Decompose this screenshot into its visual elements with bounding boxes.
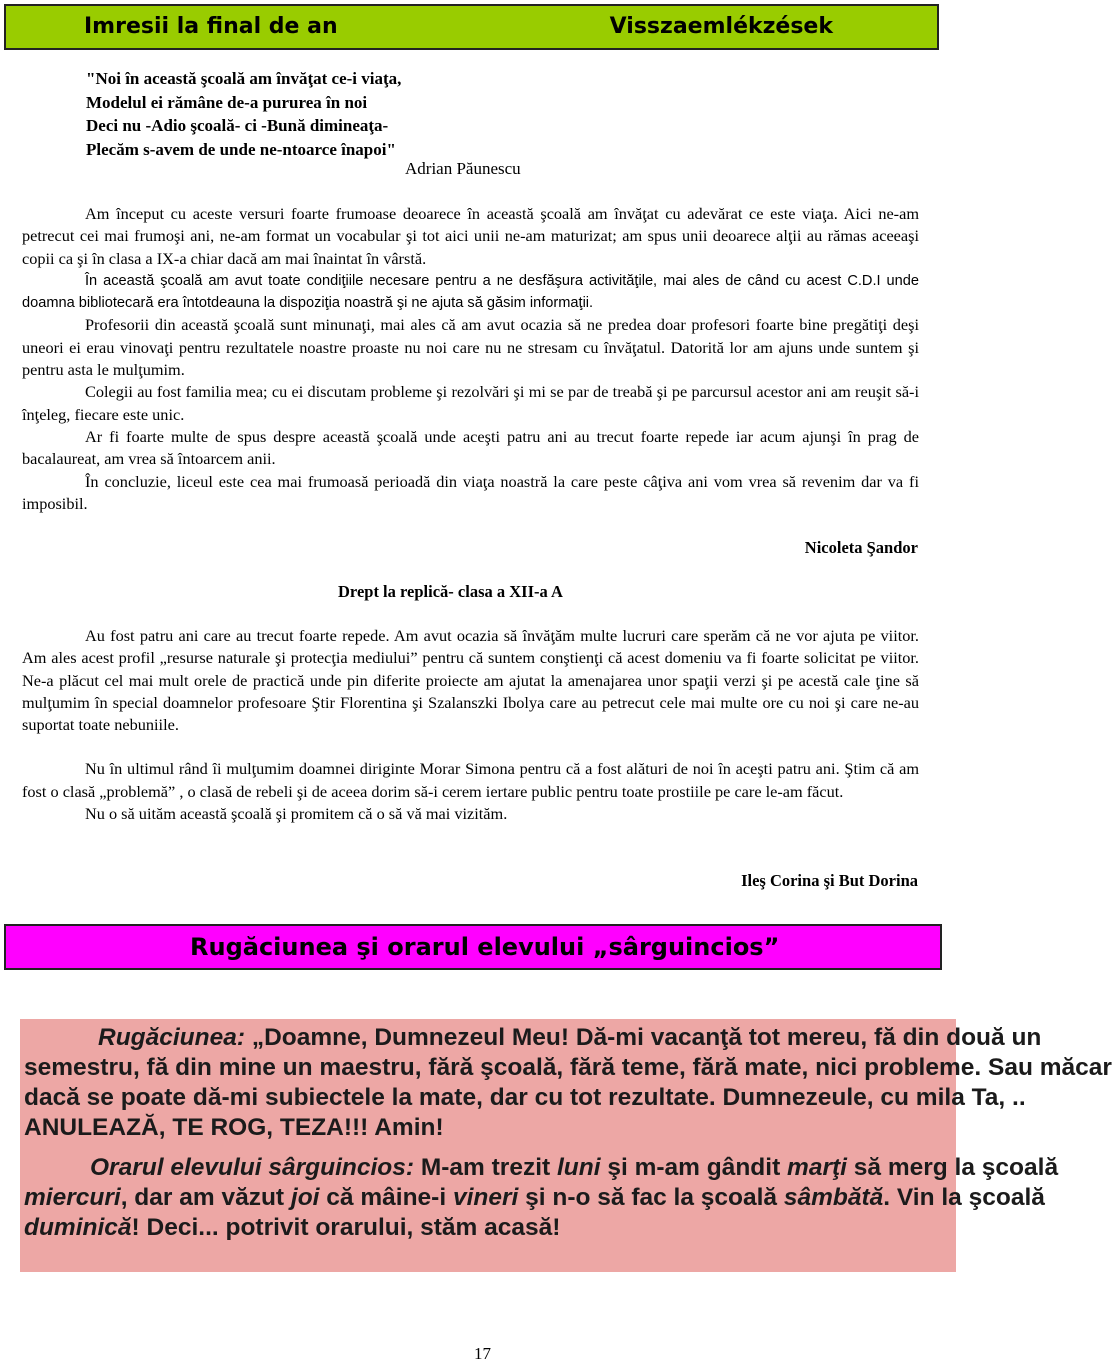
schedule-day: joi — [290, 1184, 320, 1211]
schedule-day: sâmbătă — [783, 1184, 884, 1211]
top-banner — [4, 4, 939, 50]
prayer-line: ANULEAZĂ, TE ROG, TEZA!!! Amin! — [24, 1114, 444, 1141]
prayer-label: Rugăciunea: — [98, 1024, 246, 1051]
article-paragraph: Profesorii din această şcoală sunt minunaţi, mai ales că am avut ocazia să ne predea doar profesori foarte bine pregătiţi deşi uneori ei erau vinovaţi pentru rezultatele noastre proaste nu noi care nu ne stresam cu învăţatul. Datorită lor am ajuns unde suntem şi pentru asta le mulţumim. — [22, 315, 919, 380]
schedule-text: M-am trezit — [414, 1154, 557, 1181]
article-paragraph: Au fost patru ani care au trecut foarte repede. Am avut ocazia să învăţăm multe lucruri care sperăm că ne vor ajuta pe viitor. Am ales acest profil „resurse naturale şi protecţia mediului” pentru că suntem conştienţi că acest domeniu va fi foarte solicitat pe viitor. Ne-a plăcut cel mai mult orele de practică unde pin diferite proiecte am ajutat la amenajarea unor spaţii verzi şi pe acestă cale ţine să mulţumim în special doamnelor profesoare Ştir Florentina şi Szalanszki Ibolya care au petrecut cele mai multe ore cu noi şi care ne-au suportat toate nebuniile. — [22, 626, 919, 735]
poem-line: "Noi în această şcoală am învăţat ce-i viaţa, — [86, 69, 402, 88]
article-paragraph: Colegii au fost familia mea; cu ei discutam probleme şi rezolvări şi mi se par de treabă şi pe parcursul acestor ani am reuşit să-i înţeleg, fiecare este unic. — [22, 382, 919, 424]
article-paragraph: Am început cu aceste versuri foarte frumoase deoarece în această şcoală am învăţat cu adevărat ce este viaţa. Aici ne-am petrecut cei mai frumoşi ani, ne-am format un vocabular şi tot aici unii ne-am maturizat; am spus unii deoarece alţii au rămas aceeaşi copii ca şi în clasa a IX-a chiar dacă am mai înaintat în vârstă. — [22, 204, 919, 268]
article-impressions — [22, 203, 919, 515]
schedule-line — [24, 1183, 1045, 1213]
schedule-day: marţi — [787, 1154, 847, 1181]
schedule-text: , dar am văzut — [120, 1184, 291, 1211]
poem-line: Deci nu -Adio şcoală- ci -Bună dimineaţa- — [86, 116, 389, 135]
article-paragraph: În această şcoală am avut toate condiţiile necesare pentru a ne desfăşura activităţile, mai ales de când cu acest C.D.I unde doamna bibliotecară era întotdeauna la dispoziţia noastră şi ne ajuta să găsim informaţii. — [22, 272, 919, 312]
article-paragraph: În concluzie, liceul este cea mai frumoasă perioadă din viaţa noastră la care peste câţiva ani vom vrea să revenim dar va fi imposibil. — [22, 471, 919, 513]
schedule-line — [90, 1153, 1058, 1183]
prayer-line — [98, 1023, 1041, 1053]
article-reply — [22, 625, 919, 825]
section-title: Rugăciunea şi orarul elevului „sârguincios” — [190, 933, 780, 961]
schedule-text: să merg la şcoală — [846, 1154, 1059, 1181]
prayer-text: „Doamne, Dumnezeul Meu! Dă-mi vacanţă tot mereu, fă din două un — [245, 1024, 1042, 1051]
poem-quote — [86, 67, 401, 161]
schedule-day: luni — [556, 1154, 601, 1181]
schedule-label: Orarul elevului sârguincios: — [90, 1154, 415, 1181]
poem-line: Plecăm s-avem de unde ne-ntoarce înapoi" — [86, 139, 396, 159]
schedule-text: şi m-am gândit — [600, 1154, 788, 1181]
schedule-text: şi n-o să fac la şcoală — [518, 1184, 784, 1211]
schedule-text: ! Deci... potrivit orarului, stăm acasă! — [131, 1214, 561, 1241]
schedule-text: . Vin la şcoală — [883, 1184, 1045, 1211]
schedule-line — [24, 1213, 560, 1243]
schedule-day: duminică — [24, 1214, 132, 1241]
schedule-day: miercuri — [24, 1184, 121, 1211]
section-banner — [4, 924, 942, 970]
schedule-day: vineri — [452, 1184, 519, 1211]
signature-author-2: Ileş Corina şi But Dorina — [741, 871, 918, 890]
page-number: 17 — [474, 1344, 491, 1363]
banner-title-left: Imresii la final de an — [84, 14, 338, 39]
article-title: Drept la replică- clasa a XII-a A — [338, 582, 563, 601]
article-paragraph: Nu o să uităm această şcoală şi promitem că o să vă mai vizităm. — [85, 804, 508, 824]
schedule-text: că mâine-i — [319, 1184, 453, 1211]
prayer-schedule-image — [20, 1019, 1112, 1272]
signature-author-1: Nicoleta Şandor — [804, 538, 918, 557]
prayer-line: semestru, fă din mine un maestru, fără şcoală, fără teme, fără mate, nici probleme. Sau măcar — [24, 1054, 1112, 1081]
article-paragraph: Nu în ultimul rând îi mulţumim doamnei diriginte Morar Simona pentru că a fost alături de noi în aceşti patru ani. Ştim că am fost o clasă „problemă” , o clasă de rebeli şi de aceea dorim să-i cerem iertare public pentru toate prostiile pe care le-am făcut. — [22, 759, 919, 801]
banner-title-right: Visszaemlékzések — [609, 14, 833, 39]
poem-line: Modelul ei rămâne de-a pururea în noi — [86, 92, 368, 112]
prayer-line: dacă se poate dă-mi subiectele la mate, dar cu tot rezultate. Dumnezeule, cu mila Ta, .. — [24, 1084, 1026, 1111]
poem-author: Adrian Păunescu — [405, 159, 521, 178]
article-paragraph: Ar fi foarte multe de spus despre această şcoală unde aceşti patru ani au trecut foarte repede iar acum ajunşi în prag de bacalaureat, am vrea să întoarcem anii. — [22, 426, 919, 469]
